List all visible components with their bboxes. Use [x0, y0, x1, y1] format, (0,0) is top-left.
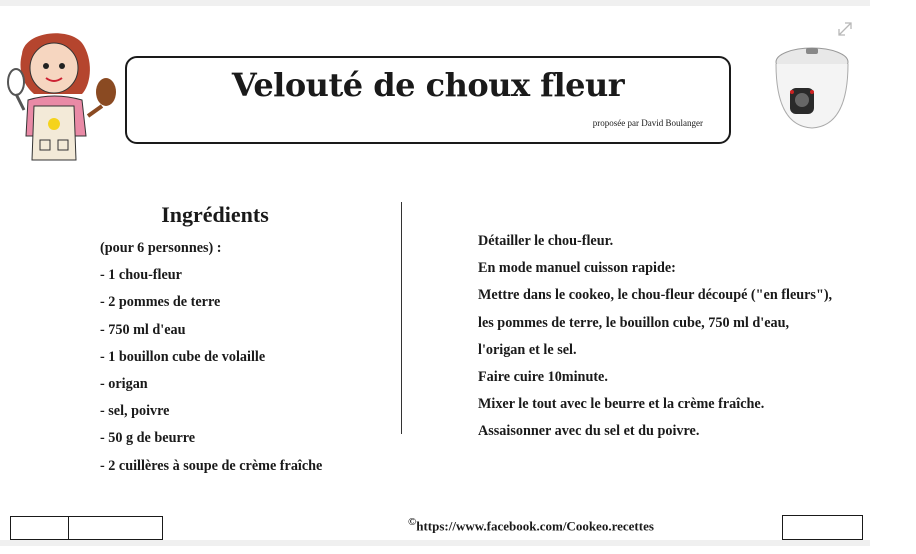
recipe-author: proposée par David Boulanger — [592, 118, 703, 128]
column-divider — [401, 202, 402, 434]
step-item: En mode manuel cuisson rapide: — [478, 260, 676, 277]
step-item: Assaisonner avec du sel et du poivre. — [478, 423, 700, 440]
chef-illustration — [4, 24, 122, 169]
copyright-symbol: © — [408, 516, 417, 528]
bottom-left-toolbar — [10, 516, 163, 540]
ingredient-item: - 1 chou-fleur — [100, 267, 182, 284]
steps-list — [478, 228, 838, 446]
ingredient-item: - 1 bouillon cube de volaille — [100, 348, 266, 365]
ingredient-item: - 2 cuillères à soupe de crème fraîche — [100, 457, 323, 474]
source-footer — [408, 516, 654, 534]
toolbar-button-right[interactable] — [782, 515, 863, 540]
ingredient-item: - 2 pommes de terre — [100, 294, 221, 311]
source-url: https://www.facebook.com/Cookeo.recettes — [416, 518, 654, 534]
ingredient-item: - sel, poivre — [100, 403, 170, 420]
recipe-title: Velouté de choux fleur — [231, 66, 625, 104]
step-item: Détailler le chou-fleur. — [478, 233, 614, 249]
expand-icon[interactable] — [836, 20, 854, 38]
step-item: Mixer le tout avec le beurre et la crème fraîche. — [478, 396, 765, 413]
right-gutter — [870, 0, 916, 554]
ingredient-item: (pour 6 personnes) : — [100, 240, 222, 256]
step-item: Faire cuire 10minute. — [478, 369, 608, 386]
toolbar-button-left[interactable] — [10, 516, 69, 540]
cookeo-illustration — [762, 42, 862, 138]
toolbar-button-middle[interactable] — [69, 516, 163, 540]
ingredient-item: - 50 g de beurre — [100, 430, 196, 447]
ingredient-item: - 750 ml d'eau — [100, 321, 186, 338]
ingredients-list — [100, 239, 322, 484]
title-panel — [125, 56, 731, 144]
step-item: Mettre dans le cookeo, le chou-fleur découpé ("en fleurs"), les pommes de terre, le bouillon cube, 750 ml d'eau, l'origan et le sel. — [478, 287, 833, 358]
ingredient-item: - origan — [100, 375, 148, 392]
ingredients-heading: Ingrédients — [161, 202, 269, 227]
